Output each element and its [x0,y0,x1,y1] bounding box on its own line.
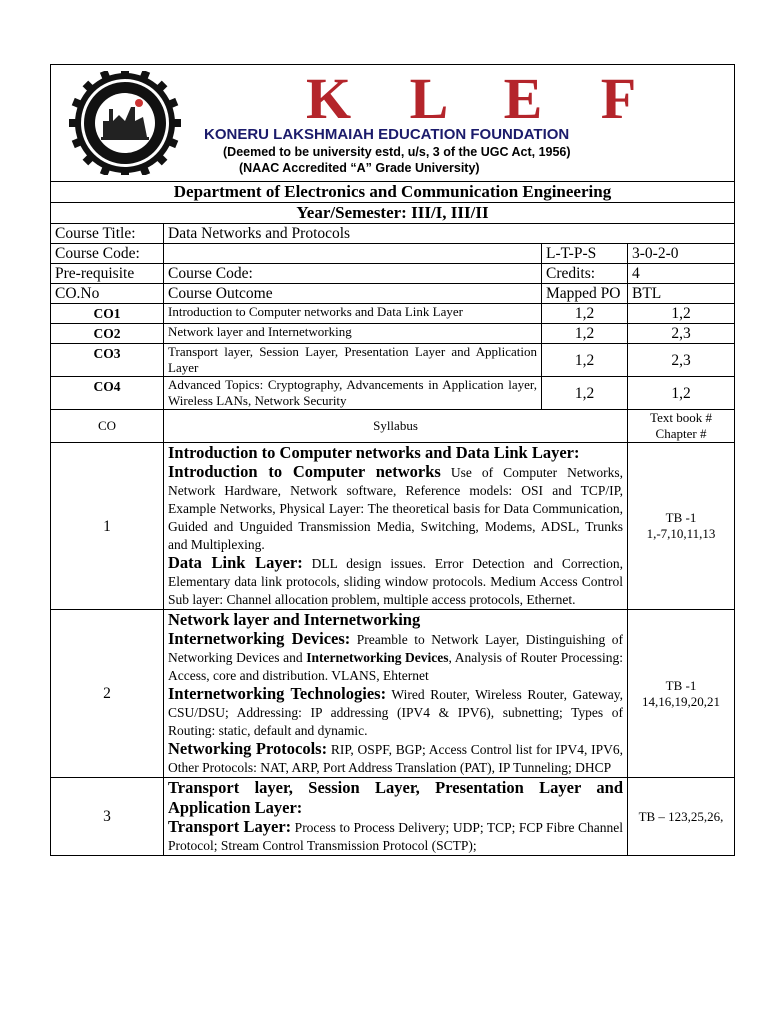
co-btl: 1,2 [628,377,735,410]
unit-textbook: TB -1 1,-7,10,11,13 [628,443,735,610]
unit-textbook: TB – 123,25,26, [628,778,735,856]
course-code-value [164,244,542,264]
unit-co: 1 [51,443,164,610]
university-header [51,65,735,182]
unit-co: 2 [51,610,164,778]
co-po: 1,2 [542,324,628,344]
prereq-course-code-label: Course Code: [164,264,542,284]
unit-content [164,443,628,610]
unit-subhead: Networking Protocols: [168,739,328,758]
ltps-value: 3-0-2-0 [628,244,735,264]
co-id: CO2 [51,324,164,344]
unit-text: Preamble to Network Layer, Distinguishing of Networking Devices and [168,632,624,665]
course-title-value: Data Networks and Protocols [164,224,735,244]
unit-subhead: Transport Layer: [168,817,292,836]
btl-label: BTL [628,284,735,304]
syllabus-co-header: CO [51,410,164,443]
credits-value: 4 [628,264,735,284]
co-id: CO3 [51,344,164,377]
mapped-po-label: Mapped PO [542,284,628,304]
klef-logo-icon [65,71,185,175]
co-btl: 2,3 [628,324,735,344]
unit-title: Network layer and Internetworking [168,610,421,629]
prereq-label: Pre-requisite [51,264,164,284]
unit-text: RIP, OSPF, BGP; Access Control list for IPV4, IPV6, Other Protocols: NAT, ARP, Port Address Translation (PAT), IP Tunneling; DHCP [168,742,623,775]
course-outcome-label: Course Outcome [164,284,542,304]
co-btl: 2,3 [628,344,735,377]
co-text: Advanced Topics: Cryptography, Advancements in Application layer, Wireless LANs, Network Security [164,377,542,410]
co-po: 1,2 [542,304,628,324]
year-semester: Year/Semester: III/I, III/II [51,203,735,224]
unit-subhead: Introduction to Computer networks [168,462,441,481]
co-btl: 1,2 [628,304,735,324]
outcome-row [51,377,735,410]
unit-row [51,443,735,610]
co-id: CO4 [51,377,164,410]
outcome-row [51,344,735,377]
unit-textbook: TB -1 14,16,19,20,21 [628,610,735,778]
unit-bold-text: Internetworking Devices [306,650,449,665]
co-text: Transport layer, Session Layer, Presentation Layer and Application Layer [164,344,542,377]
klef-wordmark: K L E F [306,66,659,131]
unit-row [51,610,735,778]
co-text: Network layer and Internetworking [164,324,542,344]
co-id: CO1 [51,304,164,324]
unit-title: Introduction to Computer networks and Data Link Layer: [168,443,580,462]
co-po: 1,2 [542,344,628,377]
outcome-row [51,324,735,344]
unit-text: Process to Process Delivery; UDP; TCP; FCP Fibre Channel Protocol; Stream Control Transmission Protocol (SCTP); [168,820,624,853]
unit-content [164,610,628,778]
credits-label: Credits: [542,264,628,284]
unit-co: 3 [51,778,164,856]
course-title-label: Course Title: [51,224,164,244]
unit-content [164,778,628,856]
co-text: Introduction to Computer networks and Data Link Layer [164,304,542,324]
unit-title: Transport layer, Session Layer, Presentation Layer and Application Layer: [168,778,623,817]
cono-label: CO.No [51,284,164,304]
co-po: 1,2 [542,377,628,410]
course-code-label: Course Code: [51,244,164,264]
unit-subhead: Internetworking Devices: [168,629,351,648]
department-title: Department of Electronics and Communication Engineering [51,182,735,203]
ltps-label: L-T-P-S [542,244,628,264]
syllabus-table [50,64,735,856]
deemed-note: (Deemed to be university estd, u/s, 3 of the UGC Act, 1956) [223,145,571,159]
foundation-name: KONERU LAKSHMAIAH EDUCATION FOUNDATION [204,126,570,143]
unit-subhead: Internetworking Technologies: [168,684,387,703]
textbook-header: Text book # Chapter # [628,410,735,443]
unit-text: DLL design issues. Error Detection and Correction, Elementary data link protocols, sliding window protocols. Medium Access Control Sub layer: Channel allocation problem, multiple access protocols, Ethernet. [168,556,624,607]
unit-subhead: Data Link Layer: [168,553,303,572]
unit-text: Wired Router, Wireless Router, Gateway, CSU/DSU; Addressing: IP addressing (IPV4 & IPV6), subnetting; Types of Routing: static, default and dynamic. [168,687,623,738]
unit-text: , Analysis of Router Processing: Access, core and distribution. VLANS, Ehternet [168,650,623,683]
unit-row [51,778,735,856]
syllabus-header: Syllabus [164,410,628,443]
naac-note: (NAAC Accredited “A” Grade University) [239,161,480,175]
unit-text: Use of Computer Networks, Network Hardware, Network software, Reference models: OSI and TCP/IP, Example Networks, Physical Layer: The theoretical basis for Data Communication, Guided and Unguided Transmission Media, Switching, Modems, ADSL, Trunks and Multiplexing. [168,465,624,552]
syllabus-page [50,64,734,856]
outcome-row [51,304,735,324]
